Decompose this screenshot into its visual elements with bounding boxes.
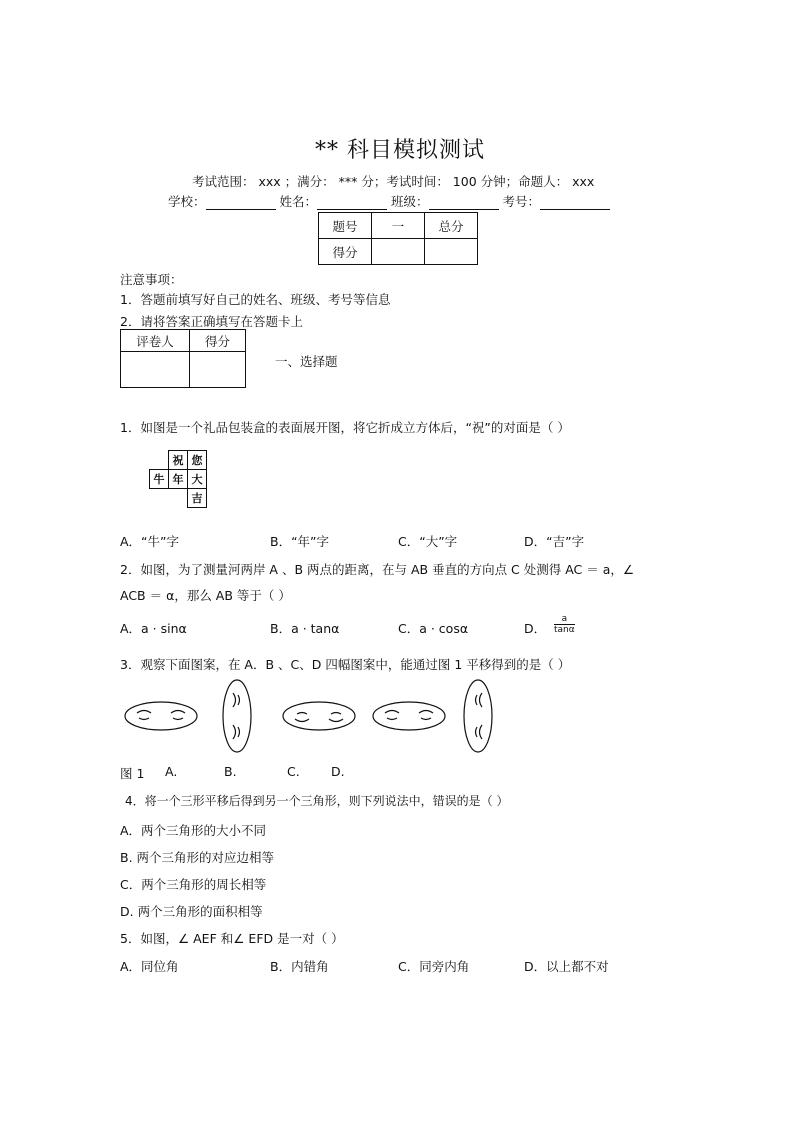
q2-option-b[interactable]: B．a · tanα bbox=[270, 621, 340, 636]
school-label: 学校： bbox=[168, 194, 206, 209]
name-field[interactable] bbox=[317, 197, 387, 210]
net-cell: 您 bbox=[188, 451, 207, 470]
question-3-stem: 3．观察下面图案，在 A．B 、C、D 四幅图案中，能通过图 1 平移得到的是（ ） bbox=[120, 657, 571, 672]
q2-option-c[interactable]: C．a · cosα bbox=[398, 621, 469, 636]
q3-option-b[interactable]: B. bbox=[224, 764, 237, 779]
q3-option-a[interactable]: A. bbox=[165, 764, 178, 779]
q1-option-b[interactable]: B．“年”字 bbox=[270, 534, 330, 549]
q5-option-d[interactable]: D．以上都不对 bbox=[524, 959, 609, 974]
fraction-numerator: a bbox=[554, 614, 575, 625]
grader-header: 评卷人 bbox=[121, 330, 190, 352]
q1-option-a[interactable]: A．“牛”字 bbox=[120, 534, 180, 549]
question-5-stem: 5．如图，∠ AEF 和∠ EFD 是一对（ ） bbox=[120, 931, 344, 946]
pattern-option-d bbox=[464, 680, 492, 752]
score-header: 总分 bbox=[425, 213, 478, 239]
name-label: 姓名： bbox=[279, 194, 318, 209]
q4-option-a[interactable]: A．两个三角形的大小不同 bbox=[120, 823, 267, 838]
q5-option-c[interactable]: C．同旁内角 bbox=[398, 959, 470, 974]
grader-cell[interactable] bbox=[121, 352, 190, 388]
score-header: 题号 bbox=[319, 213, 372, 239]
notes-item: 2．请将答案正确填写在答题卡上 bbox=[120, 314, 303, 329]
net-cell: 祝 bbox=[169, 451, 188, 470]
page-title: ** 科目模拟测试 bbox=[315, 138, 485, 163]
class-label: 班级： bbox=[391, 194, 429, 209]
pattern-option-a bbox=[223, 680, 251, 752]
grader-header: 得分 bbox=[190, 330, 246, 352]
notes-item: 1．答题前填写好自己的姓名、班级、考号等信息 bbox=[120, 292, 391, 307]
pattern-figure-1 bbox=[125, 702, 197, 730]
question-4-stem: 4．将一个三形平移后得到另一个三角形，则下列说法中，错误的是（ ） bbox=[125, 794, 509, 808]
student-info-line bbox=[168, 192, 610, 210]
grader-cell[interactable] bbox=[190, 352, 246, 388]
q4-option-c[interactable]: C．两个三角形的周长相等 bbox=[120, 877, 267, 892]
q3-option-d[interactable]: D. bbox=[331, 764, 345, 779]
net-cell: 年 bbox=[169, 470, 188, 489]
q5-option-b[interactable]: B．内错角 bbox=[270, 959, 329, 974]
q5-option-a[interactable]: A．同位角 bbox=[120, 959, 179, 974]
net-cell: 大 bbox=[188, 470, 207, 489]
q1-option-c[interactable]: C．“大”字 bbox=[398, 534, 458, 549]
q4-option-b[interactable]: B. 两个三角形的对应边相等 bbox=[120, 850, 275, 865]
class-field[interactable] bbox=[429, 197, 499, 210]
notes-heading: 注意事项： bbox=[120, 272, 183, 287]
q3-option-c[interactable]: C. bbox=[287, 764, 300, 779]
q2-option-a[interactable]: A．a · sinα bbox=[120, 621, 187, 636]
school-field[interactable] bbox=[206, 197, 276, 210]
exam-no-field[interactable] bbox=[540, 197, 610, 210]
score-cell[interactable] bbox=[372, 239, 425, 265]
score-table bbox=[318, 212, 478, 265]
q2-option-d-fraction bbox=[554, 614, 575, 635]
q2-option-d[interactable]: D． bbox=[524, 621, 547, 636]
pattern-option-c bbox=[373, 702, 445, 730]
score-header: 一 bbox=[372, 213, 425, 239]
q1-option-d[interactable]: D．“吉”字 bbox=[524, 534, 585, 549]
net-cell: 吉 bbox=[188, 489, 207, 508]
score-row-label: 得分 bbox=[319, 239, 372, 265]
exam-no-label: 考号： bbox=[502, 194, 541, 209]
question-2-line1: 2．如图，为了测量河两岸 A 、B 两点的距离，在与 AB 垂直的方向点 C 处测得 AC ＝ a，∠ bbox=[120, 562, 635, 577]
fraction-denominator: tanα bbox=[554, 625, 575, 635]
pattern-option-b bbox=[283, 702, 355, 730]
grader-table bbox=[120, 329, 246, 388]
score-cell[interactable] bbox=[425, 239, 478, 265]
question-2-line2: ACB ＝ α，那么 AB 等于（ ） bbox=[120, 588, 291, 603]
net-cell: 牛 bbox=[150, 470, 169, 489]
section-title: 一、选择题 bbox=[275, 354, 338, 369]
cube-net-figure bbox=[131, 450, 207, 508]
question-1-stem: 1．如图是一个礼品包装盒的表面展开图，将它折成立方体后，“祝”的对面是（ ） bbox=[120, 420, 570, 435]
figure-1-label: 图 1 bbox=[120, 766, 145, 781]
q4-option-d[interactable]: D. 两个三角形的面积相等 bbox=[120, 904, 263, 919]
exam-info-line: 考试范围： xxx ；满分： *** 分；考试时间： 100 分钟；命题人： xxx bbox=[192, 174, 595, 189]
face-patterns-figure bbox=[115, 675, 515, 760]
